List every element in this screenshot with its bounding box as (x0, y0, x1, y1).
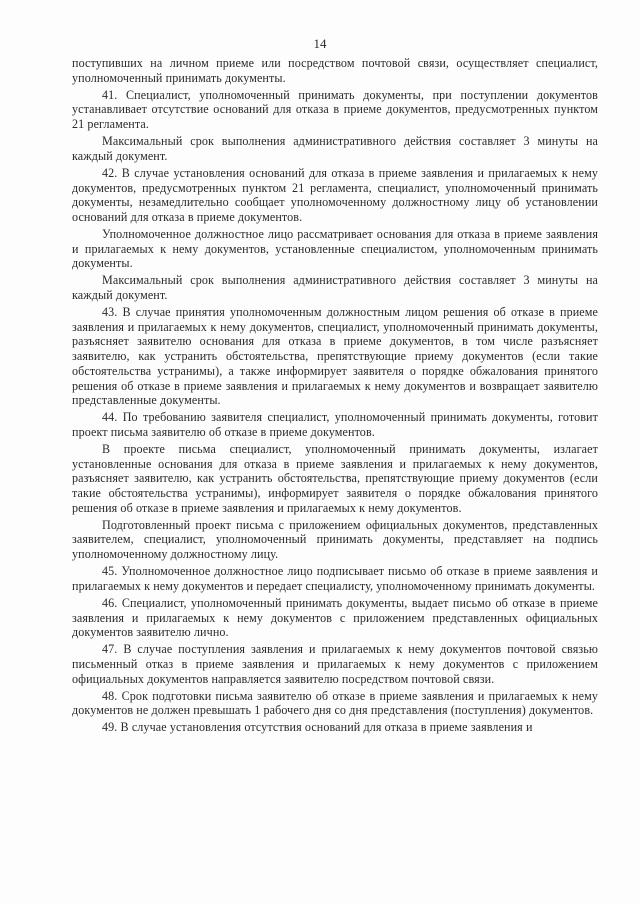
paragraph: 45. Уполномоченное должностное лицо подписывает письмо об отказе в приеме заявления и прилагаемых к нему документов и передает специалисту, уполномоченному принимать документы. (72, 564, 598, 593)
paragraph: 44. По требованию заявителя специалист, уполномоченный принимать документы, готовит проект письма заявителю об отказе в приеме документов. (72, 410, 598, 439)
document-body (72, 56, 598, 737)
paragraph: 48. Срок подготовки письма заявителю об отказе в приеме заявления и прилагаемых к нему документов не должен превышать 1 рабочего дня со дня представления (поступления) документов. (72, 688, 598, 718)
paragraph: 46. Специалист, уполномоченный принимать документы, выдает письмо об отказе в приеме заявления и прилагаемых к нему документов с приложением представленных официальных документов заявителю лично. (72, 595, 598, 640)
paragraph: Подготовленный проект письма с приложением официальных документов, представленных заявителем, специалист, уполномоченный принимать документы, представляет на подпись уполномоченному должностному лицу. (72, 517, 598, 562)
paragraph: Уполномоченное должностное лицо рассматривает основания для отказа в приеме заявления и прилагаемых к нему документов, установленные специалистом, уполномоченным принимать документы. (72, 226, 598, 271)
paragraph: Максимальный срок выполнения административного действия составляет 3 минуты на каждый документ. (72, 273, 598, 303)
paragraph: Максимальный срок выполнения административного действия составляет 3 минуты на каждый документ. (72, 134, 598, 163)
paragraph: 41. Специалист, уполномоченный принимать документы, при поступлении документов устанавливает отсутствие оснований для отказа в приеме документов, предусмотренных пунктом 21 регламента. (72, 87, 598, 132)
paragraph: В проекте письма специалист, уполномоченный принимать документы, излагает установленные основания для отказа в приеме заявления и прилагаемых к нему документов, разъясняет заявителю, как устранить обстоятельства, препятствующие приему документов (если такие обстоятельства устранимы), информирует заявителя о порядке обжалования принятого решения об отказе в приеме заявления и прилагаемых к нему документов. (72, 441, 598, 515)
paragraph: 43. В случае принятия уполномоченным должностным лицом решения об отказе в приеме заявления и прилагаемых к нему документов, специалист, уполномоченный принимать документы, разъясняет заявителю основания для отказа в приеме документов, в том числе разъясняет заявителю, как устранить обстоятельства, препятствующие приему документов (если такие обстоятельства устранимы), а также информирует заявителя о порядке обжалования принятого решения об отказе в приеме заявления и прилагаемых к нему документов и возвращает заявителю представленные документы. (72, 305, 598, 408)
page-number: 14 (313, 36, 327, 51)
paragraph: 42. В случае установления оснований для отказа в приеме заявления и прилагаемых к нему документов, предусмотренных пунктом 21 регламента, специалист, уполномоченный принимать документы, незамедлительно сообщает уполномоченному должностному лицу об установлении оснований для отказа в приеме документов. (72, 165, 598, 224)
paragraph: 49. В случае установления отсутствия оснований для отказа в приеме заявления и (102, 720, 533, 735)
paragraph: 47. В случае поступления заявления и прилагаемых к нему документов почтовой связью письменный отказ в приеме заявления и прилагаемых к нему документов с приложением официальных документов направляется заявителю посредством почтовой связи. (72, 642, 598, 686)
paragraph: поступивших на личном приеме или посредством почтовой связи, осуществляет специалист, уполномоченный принимать документы. (72, 56, 598, 85)
